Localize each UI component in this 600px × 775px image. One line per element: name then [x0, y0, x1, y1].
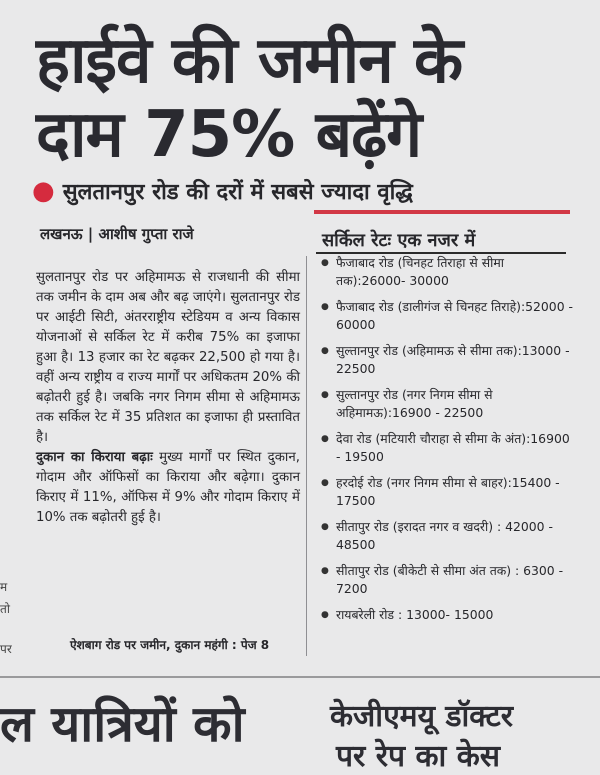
- paragraph-2-text: मुख्य मार्गों पर स्थित दुकान, गोदाम और ऑफिसों का किराया और बढ़ेगा। दुकान किराए में 11%, ऑफिस में 9% और गोदाम किराए में 10% तक बढ़ोतरी हुई है।: [36, 450, 300, 525]
- headline-line-1: हाईवे की जमीन के: [36, 24, 463, 98]
- side-fragment: तो: [0, 602, 10, 616]
- accent-rule: [314, 210, 570, 214]
- rate-item: ● देवा रोड (मटियारी चौराहा से सीमा के अंत):16900 - 19500: [318, 430, 576, 474]
- bottom-left-headline: ल यात्रियों को: [0, 695, 245, 753]
- article-paragraph-1: सुलतानपुर रोड पर अहिमामऊ से राजधानी की सीमा तक जमीन के दाम अब और बढ़ जाएंगे। सुलतानपुर रोड पर आईटी सिटी, अंतरराष्ट्रीय स्टेडियम व अन्य विकास योजनाओं से सर्किल रेट में करीब 75% का इजाफा हुआ है। 13 हजार का रेट बढ़कर 22,500 हो गया है। वहीं अन्य राष्ट्रीय व राज्य मार्गों पर अधिकतम 20% की बढ़ोतरी हुई है। जबकि नगर निगम सीमा से अहिमामऊ तक सर्किल रेट में 35 प्रतिशत का इजाफा ही प्रस्तावित है।: [36, 270, 300, 445]
- rate-item: ● सुल्तानपुर रोड (नगर निगम सीमा से अहिमामऊ):16900 - 22500: [318, 386, 576, 430]
- rate-item: ● सीतापुर रोड (इरादत नगर व खदरी) : 42000 - 48500: [318, 518, 576, 562]
- column-divider: [306, 256, 307, 656]
- paragraph-2-lead: दुकान का किराया बढ़ाः: [36, 450, 153, 465]
- article-paragraph-2: [36, 448, 300, 528]
- page-reference: ऐशबाग रोड पर जमीन, दुकान महंगी : पेज 8: [70, 638, 270, 652]
- subheadline-text: सुलतानपुर रोड की दरों में सबसे ज्यादा वृद्धि: [62, 180, 413, 205]
- rate-item: ● फैजाबाद रोड (डालीगंज से चिनहट तिराहे):52000 - 60000: [318, 298, 576, 342]
- rate-item: ● सुल्तानपुर रोड (अहिमामऊ से सीमा तक):13000 - 22500: [318, 342, 576, 386]
- subheadline: [32, 176, 413, 206]
- byline: लखनऊ | आशीष गुप्ता राजे: [40, 225, 194, 243]
- rate-item: ● सीतापुर रोड (बीकेटी से सीमा अंत तक) : 6300 - 7200: [318, 562, 576, 606]
- bottom-right-headline-2: पर रेप का केस: [336, 739, 501, 774]
- headline-line-2: दाम 75% बढ़ेंगे: [36, 98, 422, 172]
- bullet-icon: ●: [32, 176, 55, 206]
- side-fragment: पर: [0, 642, 12, 656]
- rate-item: ● फैजाबाद रोड (चिनहट तिराहा से सीमा तक):26000- 30000: [318, 254, 576, 298]
- rate-item: ● रायबरेली रोड : 13000- 15000: [318, 606, 576, 650]
- circle-rate-box-title: सर्किल रेटः एक नजर में: [322, 230, 476, 251]
- side-fragment: म: [0, 580, 8, 594]
- bottom-divider: [0, 676, 600, 678]
- article-body: [36, 268, 300, 528]
- circle-rate-list: [318, 254, 576, 650]
- rate-item: ● हरदोई रोड (नगर निगम सीमा से बाहर):15400 - 17500: [318, 474, 576, 518]
- bottom-right-headline: केजीएमयू डॉक्टर: [330, 699, 514, 734]
